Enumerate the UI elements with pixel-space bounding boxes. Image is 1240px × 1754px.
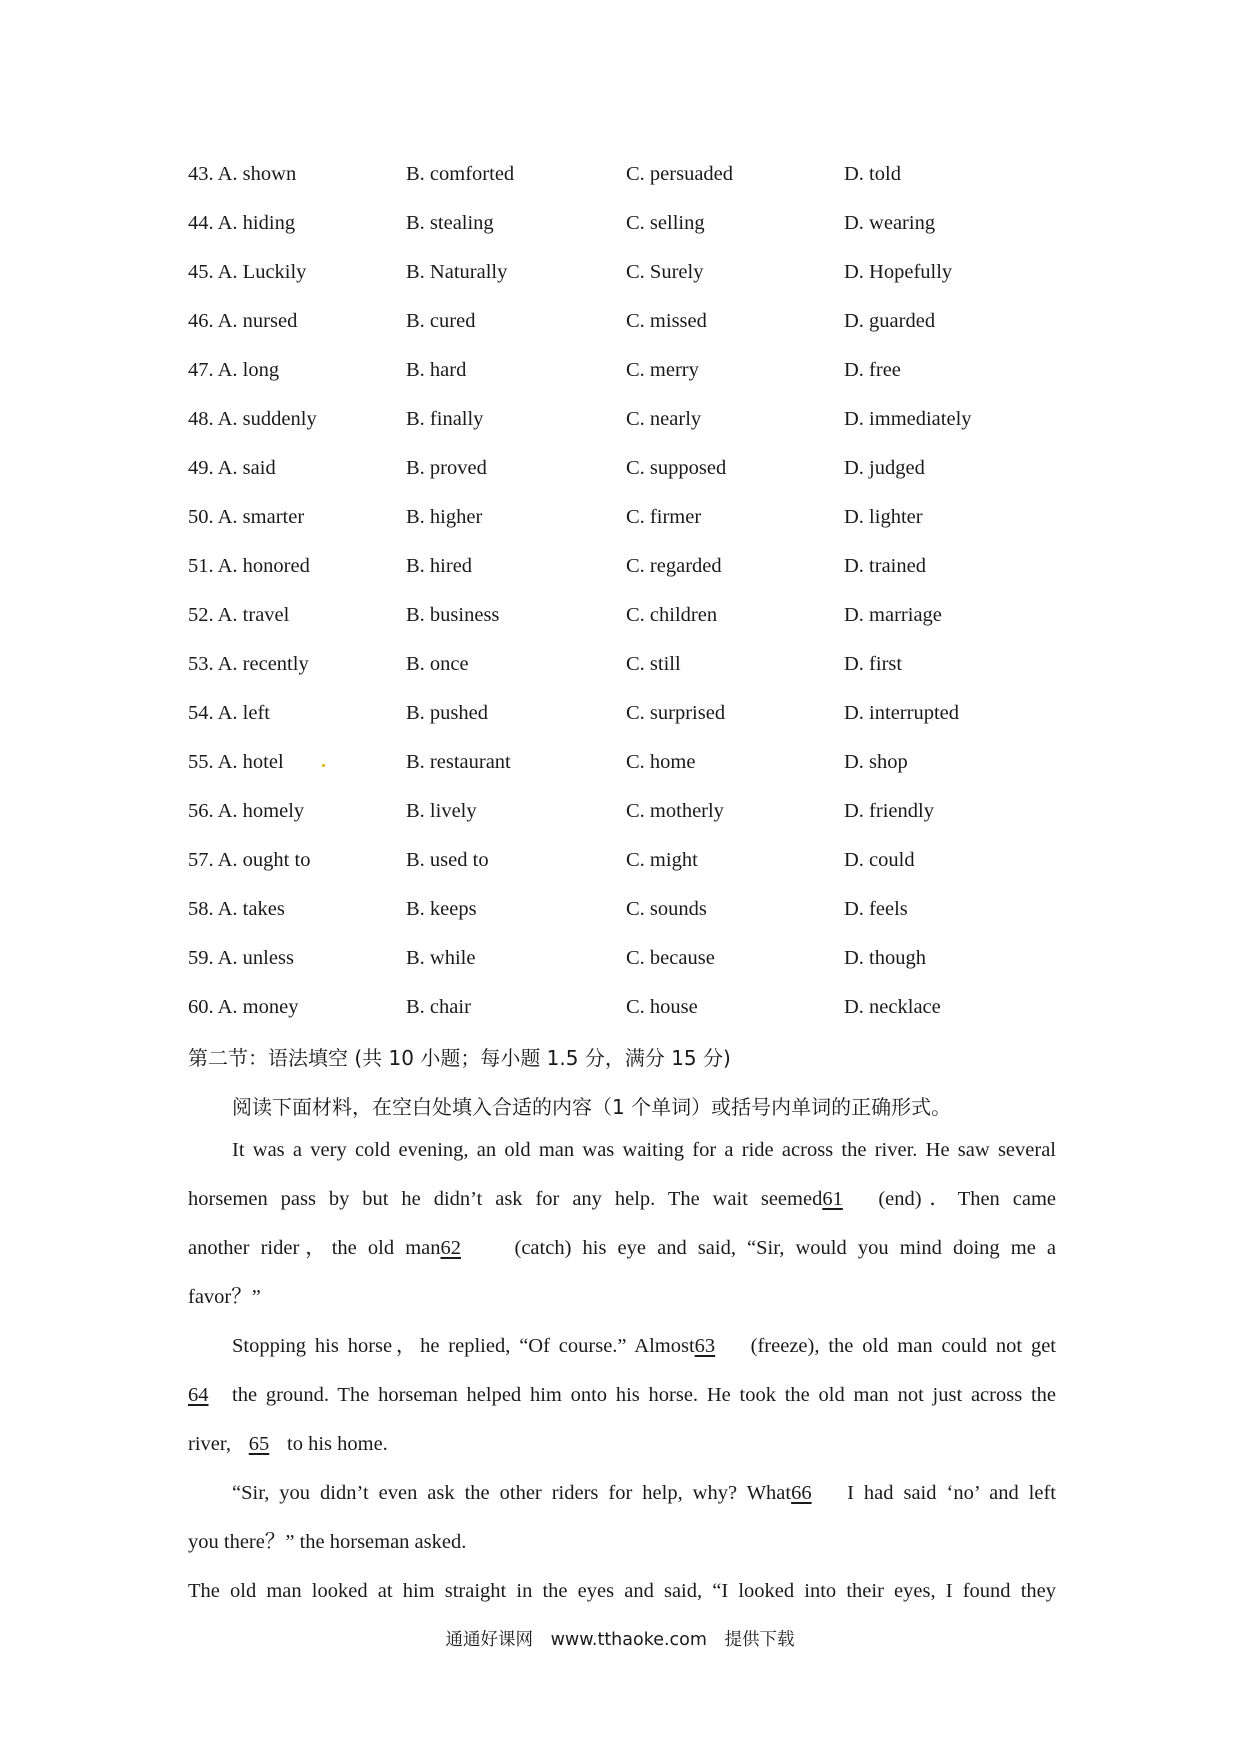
option-b: B. pushed xyxy=(406,702,488,724)
option-c: C. merry xyxy=(626,359,699,381)
blank-65: 65 xyxy=(248,1433,270,1455)
option-c: C. firmer xyxy=(626,506,702,528)
option-b: B. hired xyxy=(406,555,473,577)
passage-text: horsemen pass by but he didn’t ask for any help. The wait seemed xyxy=(188,1188,823,1210)
passage-text: another rider，the old man xyxy=(188,1237,441,1259)
section-title: 第二节：语法填空 (共 10 小题；每小题 1.5 分，满分 15 分) xyxy=(188,1046,731,1070)
option-d: D. judged xyxy=(844,457,925,479)
passage-text: (catch) his eye and said, “Sir, would you mind doing me a xyxy=(514,1237,1057,1259)
passage-text: river, xyxy=(188,1433,232,1455)
option-d: D. lighter xyxy=(844,506,923,528)
option-b: B. higher xyxy=(406,506,483,528)
option-row xyxy=(188,552,1088,601)
option-b: B. once xyxy=(406,653,469,675)
passage-text: (freeze), the old man could not get xyxy=(750,1335,1056,1357)
option-b: B. cured xyxy=(406,310,476,332)
option-a: 55. A. hotel xyxy=(188,751,284,773)
option-row xyxy=(188,307,1088,356)
option-d: D. first xyxy=(844,653,903,675)
option-row xyxy=(188,895,1088,944)
option-a: 58. A. takes xyxy=(188,898,285,920)
option-b: B. keeps xyxy=(406,898,477,920)
option-a: 46. A. nursed xyxy=(188,310,298,332)
option-c: C. selling xyxy=(626,212,705,234)
passage-text: the ground. The horseman helped him onto his horse. He took the old man not just across the xyxy=(232,1384,1056,1406)
option-c: C. regarded xyxy=(626,555,722,577)
passage-text: Stopping his horse，he replied, “Of course.” Almost xyxy=(232,1335,695,1357)
option-c: C. Surely xyxy=(626,261,704,283)
option-c: C. because xyxy=(626,947,715,969)
passage-line xyxy=(188,1224,1056,1273)
passage-line xyxy=(188,1371,1056,1420)
option-a: 57. A. ought to xyxy=(188,849,311,871)
option-d: D. Hopefully xyxy=(844,261,953,283)
option-a: 53. A. recently xyxy=(188,653,309,675)
option-d: D. could xyxy=(844,849,915,871)
option-row xyxy=(188,209,1088,258)
option-d: D. interrupted xyxy=(844,702,959,724)
option-c: C. home xyxy=(626,751,696,773)
passage-text: to his home. xyxy=(287,1433,388,1455)
option-d: D. free xyxy=(844,359,901,381)
option-d: D. friendly xyxy=(844,800,934,822)
option-c: C. motherly xyxy=(626,800,724,822)
option-d: D. necklace xyxy=(844,996,941,1018)
option-a: 44. A. hiding xyxy=(188,212,296,234)
option-d: D. though xyxy=(844,947,926,969)
option-b: B. stealing xyxy=(406,212,494,234)
option-d: D. marriage xyxy=(844,604,942,626)
passage xyxy=(188,1126,1056,1616)
option-a: 59. A. unless xyxy=(188,947,294,969)
option-row xyxy=(188,503,1088,552)
option-b: B. used to xyxy=(406,849,489,871)
section-instruction: 阅读下面材料，在空白处填入合适的内容（1 个单词）或括号内单词的正确形式。 xyxy=(232,1095,952,1119)
option-c: C. supposed xyxy=(626,457,727,479)
passage-text: I had said ‘no’ and left xyxy=(847,1482,1056,1504)
option-a: 54. A. left xyxy=(188,702,270,724)
footer-tail: 提供下载 xyxy=(724,1630,795,1650)
footer-url[interactable]: www.tthaoke.com xyxy=(550,1630,707,1650)
option-c: C. children xyxy=(626,604,718,626)
option-b: B. Naturally xyxy=(406,261,508,283)
option-d: D. guarded xyxy=(844,310,936,332)
passage-line xyxy=(188,1420,1056,1469)
option-d: D. trained xyxy=(844,555,926,577)
option-d: D. wearing xyxy=(844,212,936,234)
option-b: B. restaurant xyxy=(406,751,511,773)
blank-64: 64 xyxy=(188,1384,209,1406)
passage-text: It was a very cold evening, an old man was waiting for a ride across the river. He saw several xyxy=(232,1139,1056,1161)
option-b: B. business xyxy=(406,604,500,626)
passage-text: (end)．Then came xyxy=(878,1188,1056,1210)
blank-66: 66 xyxy=(791,1482,812,1504)
option-c: C. might xyxy=(626,849,698,871)
blank-62: 62 xyxy=(440,1237,461,1259)
option-b: B. finally xyxy=(406,408,484,430)
blank-61: 61 xyxy=(822,1188,843,1210)
option-d: D. immediately xyxy=(844,408,972,430)
option-b: B. lively xyxy=(406,800,477,822)
option-c: C. still xyxy=(626,653,681,675)
option-d: D. feels xyxy=(844,898,908,920)
option-row xyxy=(188,356,1088,405)
option-row xyxy=(188,699,1088,748)
passage-line xyxy=(188,1469,1056,1518)
footer-site-name: 通通好课网 xyxy=(445,1630,533,1650)
option-a: 47. A. long xyxy=(188,359,280,381)
option-row xyxy=(188,601,1088,650)
option-b: B. hard xyxy=(406,359,467,381)
option-a: 45. A. Luckily xyxy=(188,261,307,283)
passage-line xyxy=(188,1126,1056,1175)
option-b: B. while xyxy=(406,947,476,969)
option-c: C. nearly xyxy=(626,408,702,430)
stray-mark xyxy=(322,764,325,767)
passage-line xyxy=(188,1273,1056,1322)
passage-line xyxy=(188,1322,1056,1371)
option-row xyxy=(188,454,1088,503)
option-c: C. house xyxy=(626,996,698,1018)
option-a: 50. A. smarter xyxy=(188,506,305,528)
option-a: 43. A. shown xyxy=(188,163,297,185)
page-footer xyxy=(0,1626,1240,1651)
option-a: 48. A. suddenly xyxy=(188,408,317,430)
option-a: 60. A. money xyxy=(188,996,299,1018)
answer-options-table xyxy=(188,160,1088,1042)
passage-text: favor？” xyxy=(188,1286,261,1308)
option-row xyxy=(188,258,1088,307)
option-a: 49. A. said xyxy=(188,457,276,479)
passage-text: “Sir, you didn’t even ask the other riders for help, why? What xyxy=(232,1482,792,1504)
option-row xyxy=(188,846,1088,895)
option-c: C. surprised xyxy=(626,702,726,724)
option-c: C. missed xyxy=(626,310,707,332)
option-b: B. chair xyxy=(406,996,471,1018)
passage-text: you there？” the horseman asked. xyxy=(188,1531,467,1553)
option-row xyxy=(188,405,1088,454)
option-c: C. persuaded xyxy=(626,163,734,185)
passage-line xyxy=(188,1175,1056,1224)
option-a: 56. A. homely xyxy=(188,800,305,822)
option-b: B. comforted xyxy=(406,163,515,185)
option-row xyxy=(188,160,1088,209)
passage-line xyxy=(188,1567,1056,1616)
option-row xyxy=(188,650,1088,699)
passage-line xyxy=(188,1518,1056,1567)
option-row xyxy=(188,797,1088,846)
blank-63: 63 xyxy=(694,1335,716,1357)
option-b: B. proved xyxy=(406,457,487,479)
option-a: 52. A. travel xyxy=(188,604,290,626)
option-d: D. told xyxy=(844,163,901,185)
option-row xyxy=(188,944,1088,993)
passage-text: The old man looked at him straight in the eyes and said, “I looked into their eyes, I found they xyxy=(188,1580,1056,1602)
option-row xyxy=(188,748,1088,797)
option-d: D. shop xyxy=(844,751,908,773)
option-row xyxy=(188,993,1088,1042)
option-a: 51. A. honored xyxy=(188,555,310,577)
option-c: C. sounds xyxy=(626,898,707,920)
